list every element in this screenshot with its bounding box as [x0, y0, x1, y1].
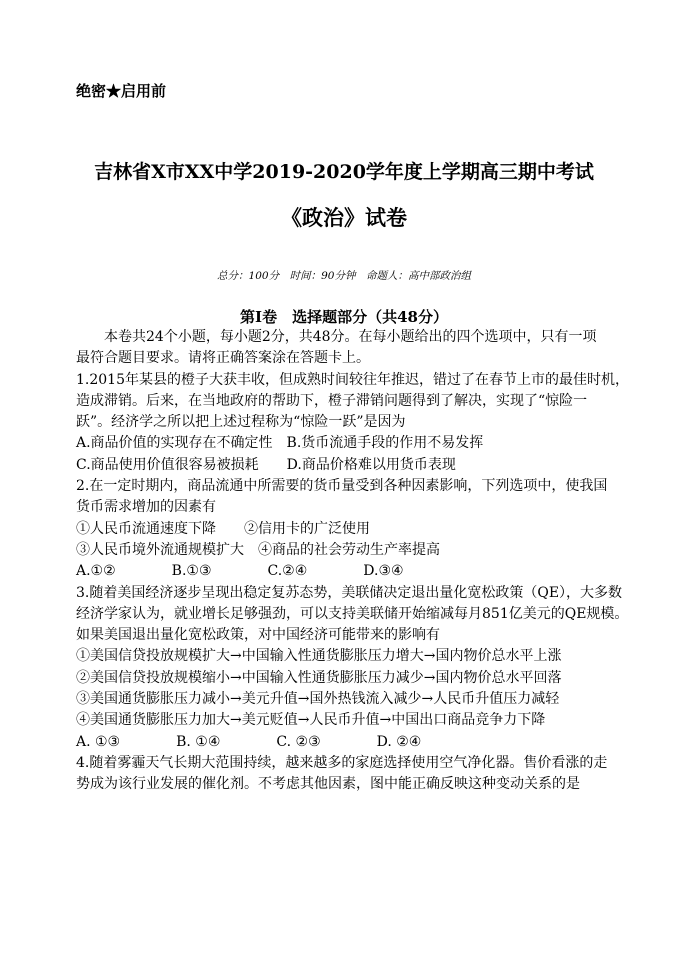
question-1-options: C.商品使用价值很容易被损耗 D.商品价格难以用货币表现: [76, 456, 456, 473]
instruction-line: 最符合题目要求。请将正确答案涂在答题卡上。: [76, 350, 370, 367]
secret-mark: 绝密★启用前: [76, 82, 167, 100]
question-3-statements: ④美国通货膨胀压力加大→美元贬值→人民币升值→中国出口商品竞争力下降: [76, 712, 546, 729]
question-4-line: 4.随着雾霾天气长期大范围持续，越来越多的家庭选择使用空气净化器。售价看涨的走: [76, 754, 608, 771]
question-1-line: 跃”。经济学之所以把上述过程称为“惊险一跃”是因为: [76, 414, 406, 431]
question-2-statements: ③人民币境外流通规模扩大 ④商品的社会劳动生产率提高: [76, 541, 440, 558]
question-3-options: A. ①③ B. ①④ C. ②③ D. ②④: [76, 733, 422, 750]
question-2-statements: ①人民币流通速度下降 ②信用卡的广泛使用: [76, 520, 370, 537]
question-2-options: A.①② B.①③ C.②④ D.③④: [76, 563, 404, 580]
instruction-line: 本卷共24个小题，每小题2分，共48分。在每小题给出的四个选项中，只有一项: [104, 329, 597, 345]
exam-meta-info: 总分：100分 时间：90分钟 命题人：高中部政治组: [217, 270, 471, 282]
question-3-line: 3.随着美国经济逐步呈现出稳定复苏态势，美联储决定退出量化宽松政策（QE），大多数: [76, 584, 623, 601]
section-title: 第Ⅰ卷 选择题部分（共48分）: [240, 308, 448, 326]
question-3-statements: ①美国信贷投放规模扩大→中国输入性通货膨胀压力增大→国内物价总水平上涨: [76, 648, 562, 665]
question-4-line: 势成为该行业发展的催化剂。不考虑其他因素，图中能正确反映这种变动关系的是: [76, 776, 580, 793]
question-3-line: 经济学家认为，就业增长足够强劲，可以支持美联储开始缩减每月851亿美元的QE规模。: [76, 605, 629, 622]
question-body: [76, 327, 629, 796]
question-1-line: 1.2015年某县的橙子大获丰收，但成熟时间较往年推迟，错过了在春节上市的最佳时机，: [76, 371, 629, 388]
question-1-line: 造成滞销。后来，在当地政府的帮助下，橙子滞销问题得到了解决，实现了“惊险一: [76, 392, 588, 409]
question-3-line: 如果美国退出量化宽松政策，对中国经济可能带来的影响有: [76, 627, 440, 644]
question-1-options: A.商品价值的实现存在不确定性 B.货币流通手段的作用不易发挥: [76, 435, 484, 452]
exam-title: 吉林省X市XX中学2019-2020学年度上学期高三期中考试: [94, 161, 594, 183]
question-2-line: 2.在一定时期内，商品流通中所需要的货币量受到各种因素影响，下列选项中，使我国: [76, 478, 608, 495]
question-3-statements: ③美国通货膨胀压力减小→美元升值→国外热钱流入减少→人民币升值压力减轻: [76, 691, 560, 708]
question-2-line: 货币需求增加的因素有: [76, 499, 216, 516]
question-3-statements: ②美国信贷投放规模缩小→中国输入性通货膨胀压力减少→国内物价总水平回落: [76, 669, 562, 686]
exam-subject-title: 《政治》试卷: [281, 205, 407, 230]
